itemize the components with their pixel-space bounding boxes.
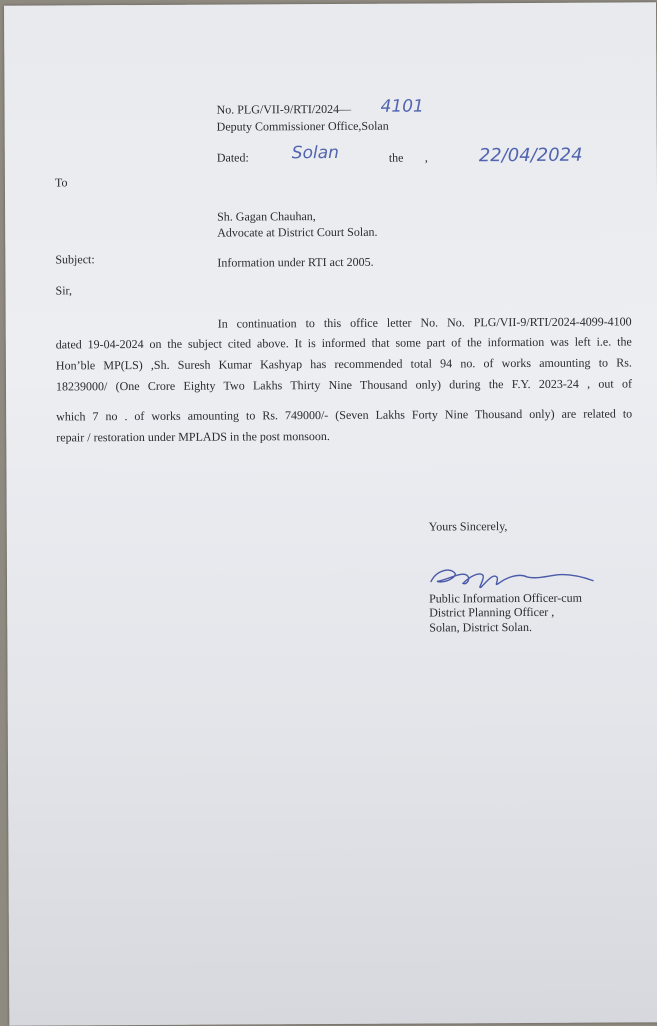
office-name: Deputy Commissioner Office,Solan	[216, 118, 389, 134]
subject-label: Subject:	[55, 252, 95, 267]
handwritten-reference-number: 4101	[380, 96, 424, 117]
handwritten-date: 22/04/2024	[478, 144, 583, 167]
body-line: In continuation to this office letter No. No. PLG/VII-9/RTI/2024-4099-4100	[217, 314, 632, 331]
body-line: dated 19-04-2024 on the subject cited above. It is informed that some part of the information was left i.e. the	[55, 334, 632, 352]
the-label: the	[388, 150, 404, 165]
to-label: To	[54, 175, 68, 190]
body-line: 18239000/ (One Crore Eighty Two Lakhs Thirty Nine Thousand only) during the F.Y. 2023-24 , out of	[55, 376, 633, 394]
body-line: Hon’ble MP(LS) ,Sh. Suresh Kumar Kashyap has recommended total 94 no. of works amounting to Rs.	[55, 355, 632, 373]
signatory-line-3: Solan, District Solan.	[429, 619, 532, 635]
salutation: Sir,	[55, 283, 73, 298]
closing: Yours Sincerely,	[428, 519, 508, 534]
date-comma: ,	[424, 150, 428, 165]
dated-label: Dated:	[216, 150, 249, 165]
handwritten-place: Solan	[291, 142, 339, 164]
reference-number: No. PLG/VII-9/RTI/2024—	[216, 101, 352, 117]
subject-text: Information under RTI act 2005.	[217, 254, 374, 270]
recipient-name: Sh. Gagan Chauhan,	[217, 209, 316, 224]
body-line: which 7 no . of works amounting to Rs. 749000/- (Seven Lakhs Forty Nine Thousand only) are related to	[56, 406, 633, 424]
signatory-line-1: Public Information Officer-cum	[429, 590, 582, 606]
letter-page	[4, 2, 657, 1025]
recipient-title: Advocate at District Court Solan.	[217, 224, 378, 240]
body-line: repair / restoration under MPLADS in the post monsoon.	[56, 429, 330, 445]
signatory-line-2: District Planning Officer ,	[429, 604, 555, 620]
